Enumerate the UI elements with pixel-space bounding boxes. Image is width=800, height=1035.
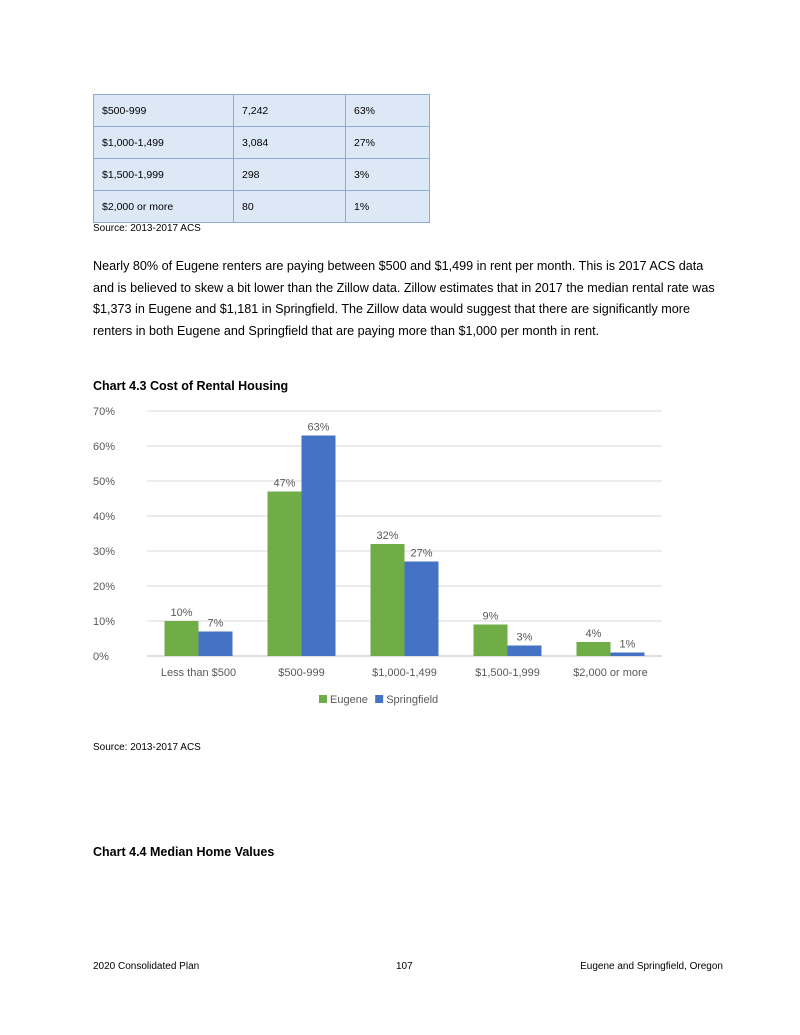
bar-springfield-0 <box>199 632 233 657</box>
table-cell-range: $500-999 <box>94 95 234 127</box>
table-cell-percent: 1% <box>346 191 430 223</box>
data-label: 47% <box>273 477 296 490</box>
table-cell-percent: 63% <box>346 95 430 127</box>
data-label: 10% <box>170 607 193 619</box>
footer-document-title: 2020 Consolidated Plan <box>93 961 200 972</box>
next-chart-heading: Chart 4.4 Median Home Values <box>93 845 275 859</box>
bar-eugene-4 <box>577 642 611 656</box>
bar-eugene-0 <box>165 621 199 656</box>
y-tick-label: 30% <box>93 546 116 558</box>
x-tick-label: $2,000 or more <box>573 667 648 679</box>
data-label: 63% <box>307 421 330 434</box>
y-tick-label: 20% <box>93 581 116 593</box>
data-label: 1% <box>619 638 636 651</box>
bar-eugene-1 <box>268 492 302 657</box>
table-cell-percent: 27% <box>346 127 430 159</box>
footer-jurisdiction: Eugene and Springfield, Oregon <box>580 961 723 972</box>
table-row <box>94 127 430 159</box>
legend-label: Eugene <box>330 694 368 706</box>
bar-springfield-2 <box>405 562 439 657</box>
table-cell-range: $2,000 or more <box>94 191 234 223</box>
y-tick-label: 70% <box>93 406 116 418</box>
bar-eugene-2 <box>371 544 405 656</box>
x-tick-label: $1,000-1,499 <box>372 667 437 679</box>
x-tick-label: Less than $500 <box>160 667 237 679</box>
bar-springfield-4 <box>611 653 645 657</box>
y-tick-label: 40% <box>93 511 116 523</box>
legend-swatch-eugene <box>319 695 327 703</box>
legend-swatch-springfield <box>375 695 383 703</box>
x-tick-label: $1,500-1,999 <box>475 667 540 679</box>
y-tick-label: 0% <box>93 651 109 663</box>
table-cell-count: 80 <box>234 191 346 223</box>
bar-eugene-3 <box>474 625 508 657</box>
data-label: 7% <box>207 617 224 630</box>
rental-cost-chart <box>90 400 680 720</box>
data-label: 4% <box>585 628 602 640</box>
x-tick-label: $500-999 <box>278 667 325 679</box>
chart-heading: Chart 4.3 Cost of Rental Housing <box>93 379 289 393</box>
data-label: 9% <box>482 610 499 623</box>
data-label: 3% <box>516 631 533 644</box>
table-cell-count: 298 <box>234 159 346 191</box>
data-label: 27% <box>410 547 433 560</box>
table-cell-range: $1,000-1,499 <box>94 127 234 159</box>
y-tick-label: 10% <box>93 616 116 628</box>
data-label: 32% <box>376 530 399 542</box>
y-tick-label: 50% <box>93 476 116 488</box>
table-cell-percent: 3% <box>346 159 430 191</box>
table-row <box>94 95 430 127</box>
table-cell-range: $1,500-1,999 <box>94 159 234 191</box>
legend-label: Springfield <box>386 694 439 706</box>
bar-springfield-3 <box>508 646 542 657</box>
bar-springfield-1 <box>302 436 336 657</box>
body-paragraph: Nearly 80% of Eugene renters are paying between $500 and $1,499 in rent per month. This is 2017 ACS data and is believed to skew a bit lower than the Zillow data. Zillow estimates that in 2017 the median rental rate was $1,373 in Eugene and $1,181 in Springfield. The Zillow data would suggest that there are significantly more renters in both Eugene and Springfield that are paying more than $1,000 per month in rent. <box>93 259 715 338</box>
chart-source-note: Source: 2013-2017 ACS <box>93 742 201 753</box>
footer-page-number: 107 <box>396 961 413 972</box>
rent-distribution-table <box>93 94 430 223</box>
table-cell-count: 7,242 <box>234 95 346 127</box>
table-row <box>94 191 430 223</box>
table-cell-count: 3,084 <box>234 127 346 159</box>
table-row <box>94 159 430 191</box>
table-source-note: Source: 2013-2017 ACS <box>93 223 201 234</box>
y-tick-label: 60% <box>93 441 116 453</box>
